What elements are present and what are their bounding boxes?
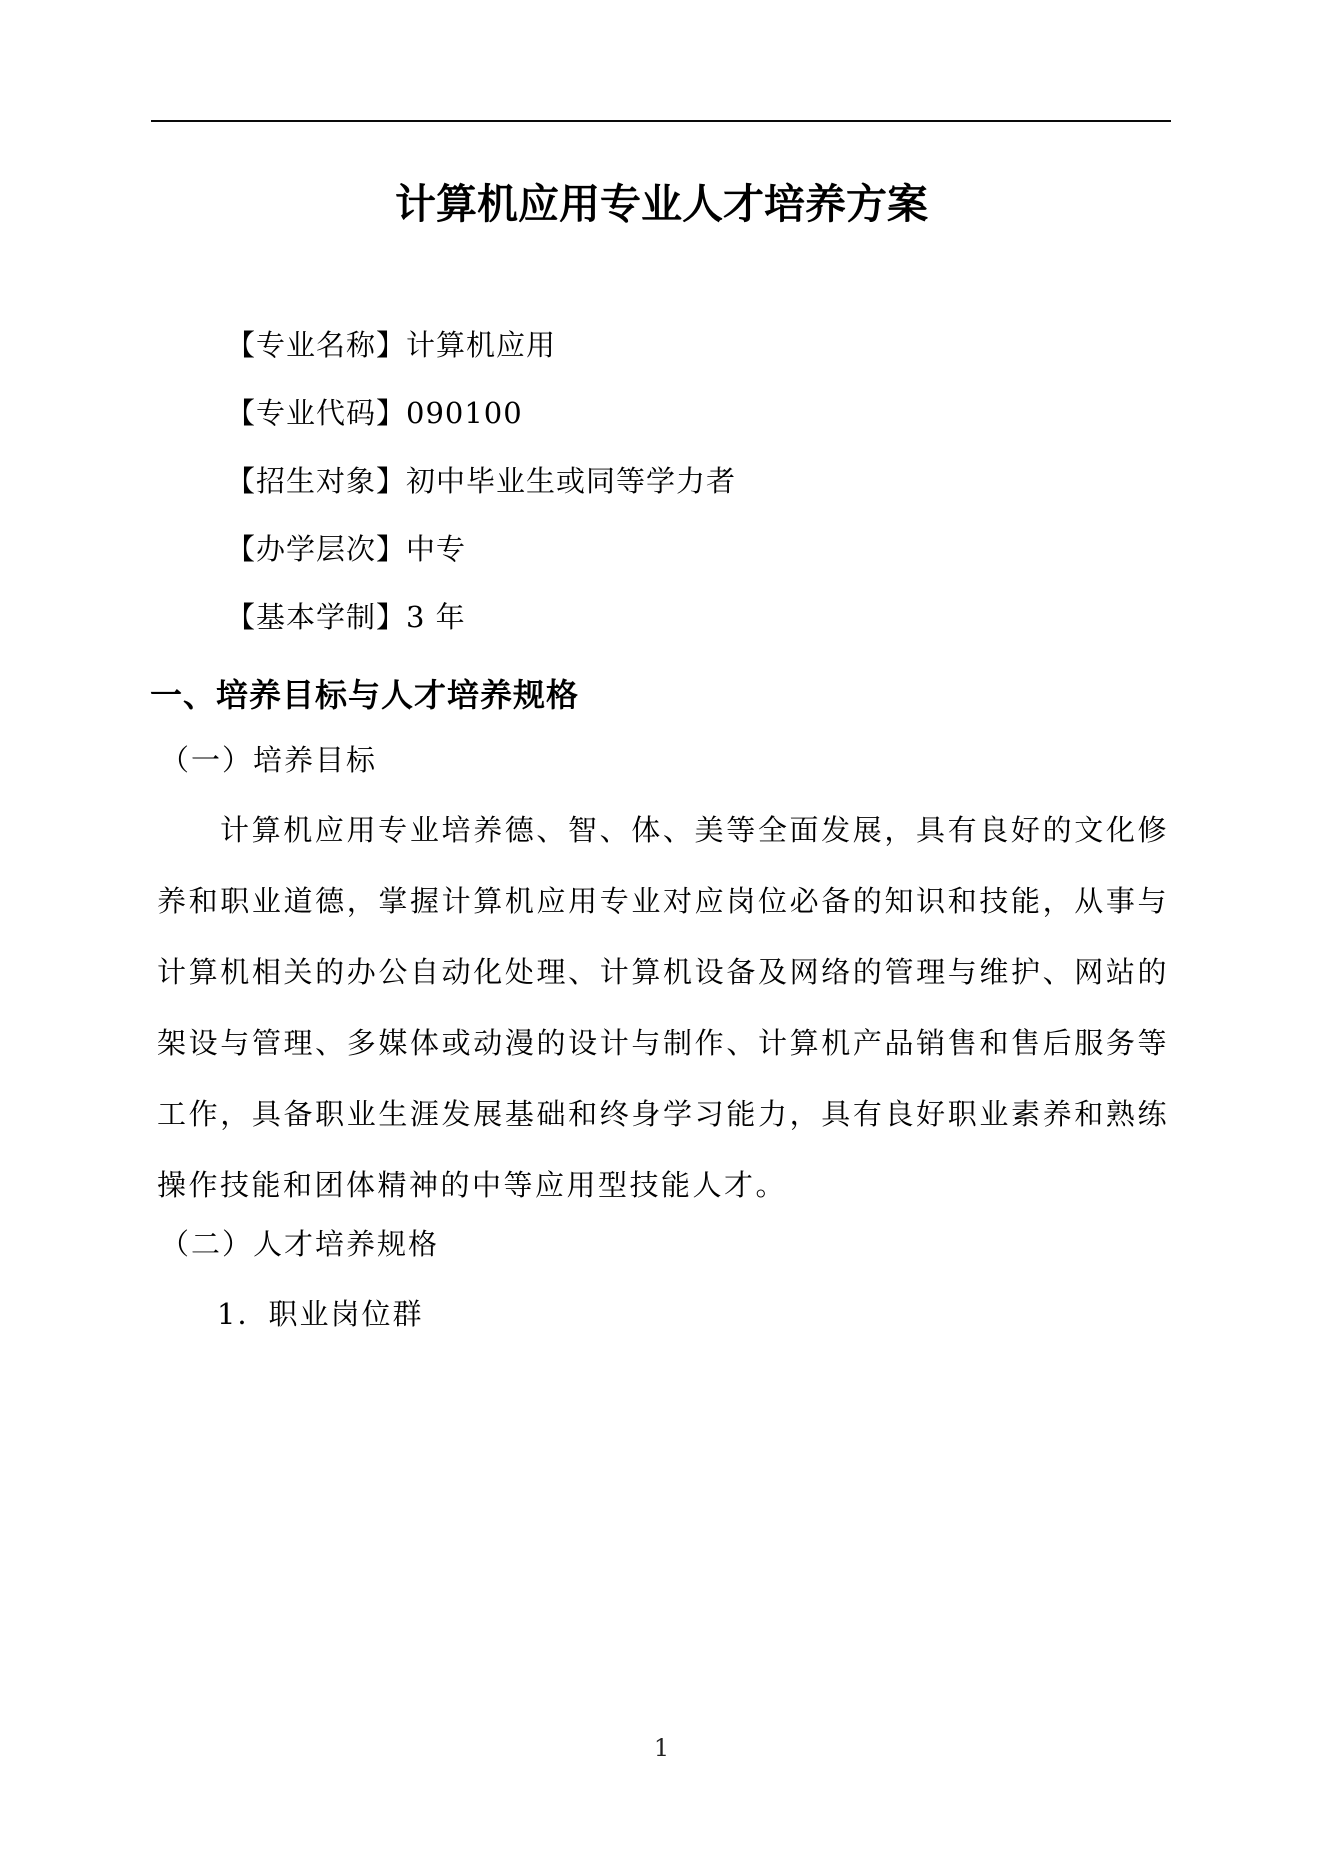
meta-item-school-level: 【办学层次】中专 bbox=[226, 532, 467, 566]
subsection-1-2-heading: （二）人才培养规格 bbox=[160, 1227, 440, 1261]
meta-list bbox=[226, 311, 1126, 651]
numbered-item-job-positions: 1．职业岗位群 bbox=[217, 1297, 424, 1331]
section-1-heading: 一、培养目标与人才培养规格 bbox=[150, 677, 580, 713]
meta-item-study-duration: 【基本学制】3 年 bbox=[226, 600, 466, 634]
meta-item-major-code: 【专业代码】090100 bbox=[226, 396, 523, 430]
subsection-1-1-heading: （一）培养目标 bbox=[160, 743, 378, 777]
training-goal-paragraph: 计算机应用专业培养德、智、体、美等全面发展，具有良好的文化修养和职业道德，掌握计算机应用专业对应岗位必备的知识和技能，从事与计算机相关的办公自动化处理、计算机设备及网络的管理与维护、网站的架设与管理、多媒体或动漫的设计与制作、计算机产品销售和售后服务等工作，具备职业生涯发展基础和终身学习能力，具有良好职业素养和熟练操作技能和团体精神的中等应用型技能人才。 bbox=[157, 813, 1169, 1202]
meta-item-major-name: 【专业名称】计算机应用 bbox=[226, 328, 557, 362]
document-title: 计算机应用专业人才培养方案 bbox=[395, 181, 928, 227]
meta-item-enroll-target: 【招生对象】初中毕业生或同等学力者 bbox=[226, 464, 737, 498]
header-rule bbox=[151, 120, 1171, 122]
page-number: 1 bbox=[653, 1734, 670, 1762]
